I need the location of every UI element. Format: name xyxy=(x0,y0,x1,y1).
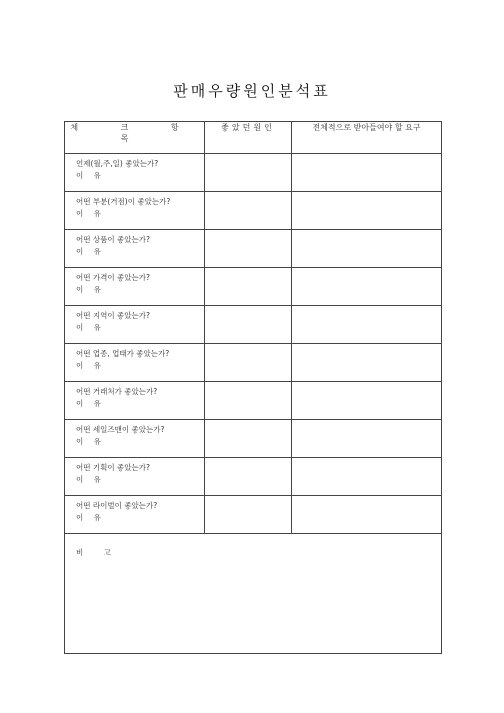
check-item-question: 어떤 업종, 업태가 좋았는가? xyxy=(76,349,170,358)
reason-label: 이 유 xyxy=(76,171,105,180)
reason-label: 이 유 xyxy=(76,513,105,522)
good-reason-cell[interactable] xyxy=(205,420,292,458)
document-title: 판매우량원인분석표 xyxy=(173,82,331,100)
requirement-cell[interactable] xyxy=(292,230,442,268)
table-header-row xyxy=(65,122,442,154)
good-reason-cell[interactable] xyxy=(205,306,292,344)
requirement-cell[interactable] xyxy=(292,192,442,230)
check-item-cell xyxy=(65,306,205,344)
check-item-question: 어떤 부분(거점)이 좋았는가? xyxy=(76,197,171,206)
good-reason-cell[interactable] xyxy=(205,382,292,420)
reason-label: 이 유 xyxy=(76,247,105,256)
reason-label: 이 유 xyxy=(76,285,105,294)
table-row xyxy=(65,382,442,420)
reason-label: 이 유 xyxy=(76,437,105,446)
requirement-cell[interactable] xyxy=(292,382,442,420)
good-reason-cell[interactable] xyxy=(205,458,292,496)
good-reason-cell[interactable] xyxy=(205,192,292,230)
reason-label: 이 유 xyxy=(76,323,105,332)
check-item-question: 어떤 거래처가 좋았는가? xyxy=(76,387,158,396)
check-item-question: 어떤 세일즈맨이 좋았는가? xyxy=(76,425,165,434)
check-item-question: 어떤 지역이 좋았는가? xyxy=(76,311,150,320)
check-item-cell xyxy=(65,268,205,306)
reason-label: 이 유 xyxy=(76,209,105,218)
requirement-cell[interactable] xyxy=(292,458,442,496)
check-item-cell xyxy=(65,154,205,192)
reason-label: 이 유 xyxy=(76,399,105,408)
header-check-items: 체 크 항 목 xyxy=(65,122,205,154)
note-label: 비 고 xyxy=(76,548,120,557)
header-overall-requirements: 전체적으로 받아들여야 할 요구 xyxy=(292,122,442,154)
requirement-cell[interactable] xyxy=(292,306,442,344)
table-row xyxy=(65,230,442,268)
check-item-question: 어떤 기획이 좋았는가? xyxy=(76,463,150,472)
requirement-cell[interactable] xyxy=(292,154,442,192)
check-item-cell xyxy=(65,192,205,230)
good-reason-cell[interactable] xyxy=(205,154,292,192)
requirement-cell[interactable] xyxy=(292,268,442,306)
good-reason-cell[interactable] xyxy=(205,344,292,382)
reason-label: 이 유 xyxy=(76,475,105,484)
check-item-question: 언제(월,주,일) 좋았는가? xyxy=(76,159,159,168)
reason-label: 이 유 xyxy=(76,361,105,370)
check-item-cell xyxy=(65,382,205,420)
requirement-cell[interactable] xyxy=(292,496,442,534)
requirement-cell[interactable] xyxy=(292,344,442,382)
check-item-cell xyxy=(65,230,205,268)
table-row xyxy=(65,268,442,306)
check-item-question: 어떤 가격이 좋았는가? xyxy=(76,273,150,282)
table-row xyxy=(65,306,442,344)
table-row xyxy=(65,344,442,382)
table-row xyxy=(65,192,442,230)
good-reason-cell[interactable] xyxy=(205,496,292,534)
check-item-question: 어떤 라이벌이 좋았는가? xyxy=(76,501,158,510)
analysis-table xyxy=(64,121,442,654)
check-item-cell xyxy=(65,496,205,534)
requirement-cell[interactable] xyxy=(292,420,442,458)
table-row xyxy=(65,496,442,534)
check-item-cell xyxy=(65,458,205,496)
note-row xyxy=(65,534,442,654)
note-cell[interactable] xyxy=(65,534,442,654)
good-reason-cell[interactable] xyxy=(205,230,292,268)
table-row xyxy=(65,420,442,458)
check-item-question: 어떤 상품이 좋았는가? xyxy=(76,235,150,244)
table-row xyxy=(65,458,442,496)
table-row xyxy=(65,154,442,192)
good-reason-cell[interactable] xyxy=(205,268,292,306)
header-good-reasons: 좋았던원인 xyxy=(205,122,292,154)
check-item-cell xyxy=(65,344,205,382)
check-item-cell xyxy=(65,420,205,458)
